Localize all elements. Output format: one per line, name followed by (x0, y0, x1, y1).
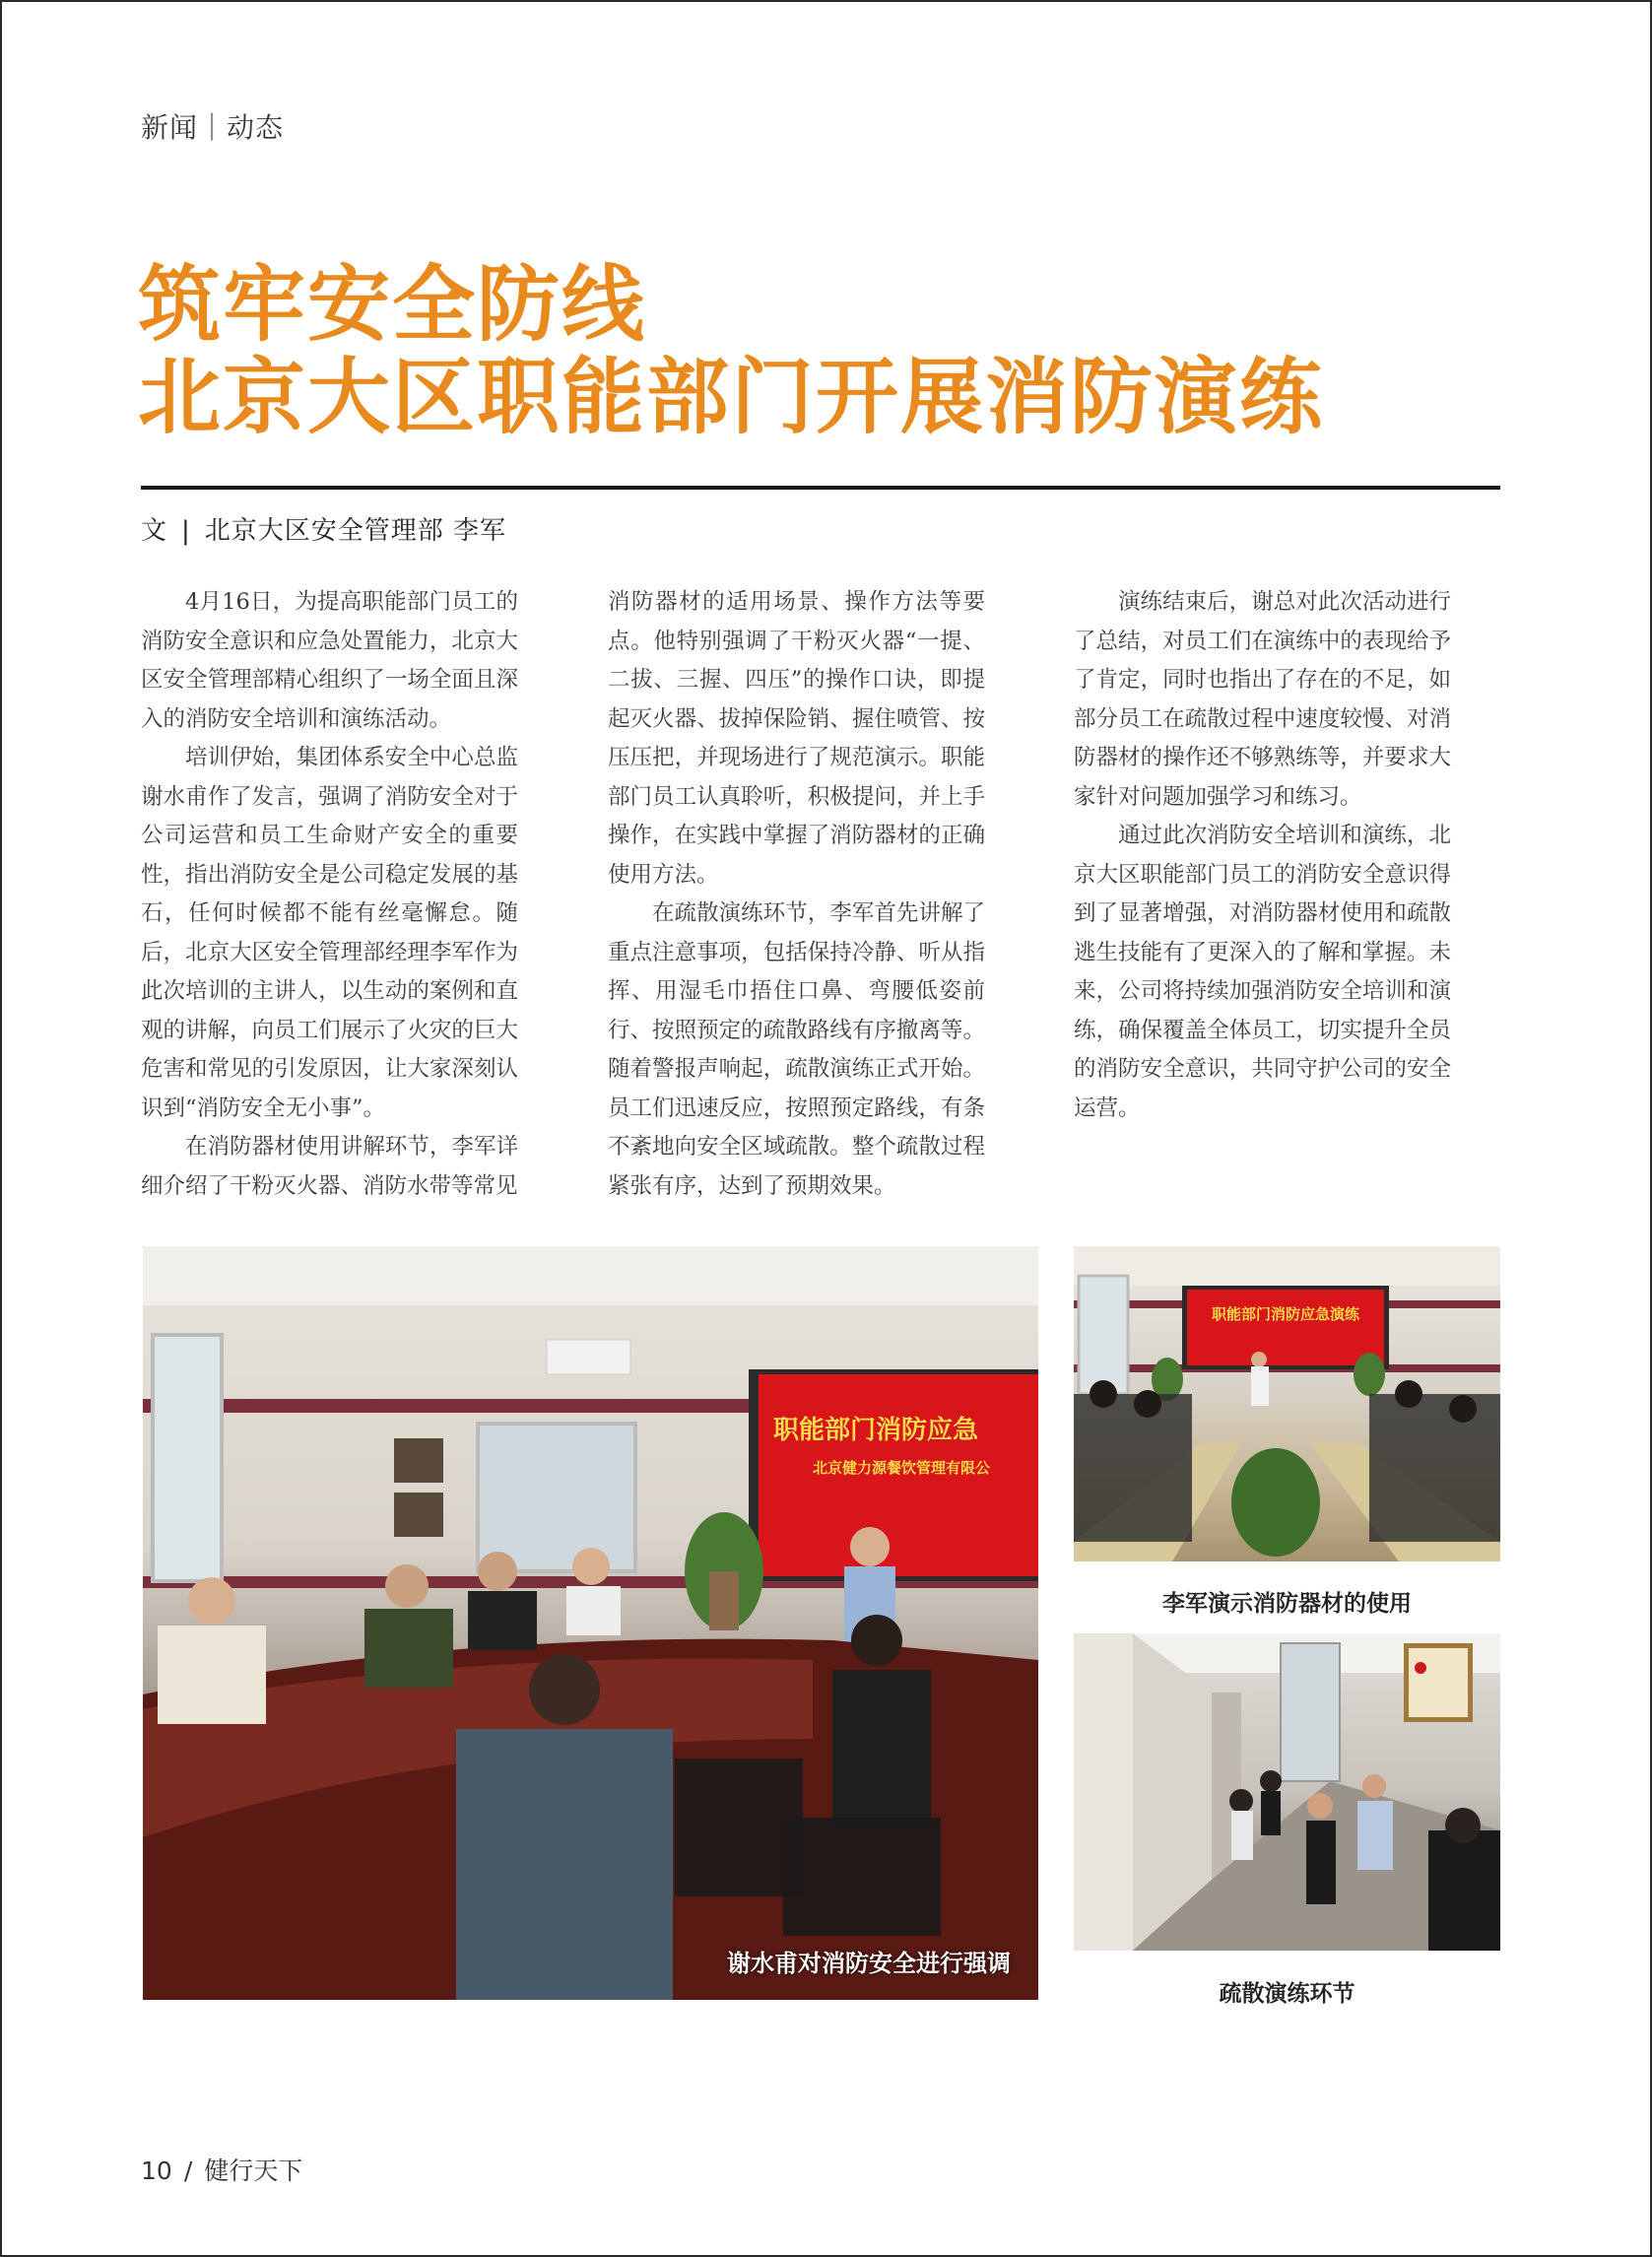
byline-author: 北京大区安全管理部 李军 (204, 516, 507, 546)
main-photo-caption: 谢水甫对消防安全进行强调 (727, 1950, 1011, 1977)
paragraph: 在消防器材使用讲解环节，李军详细介绍了干粉灭火器、消防水带等常见 (141, 1134, 518, 1199)
text-column-3 (1074, 583, 1451, 1128)
magazine-name: 健行天下 (204, 2157, 303, 2185)
paragraph: 通过此次消防安全培训和演练，北京大区职能部门员工的消防安全意识得到了显著增强，对消防器材使用和疏散逃生技能有了更深入的了解和掌握。未来，公司将持续加强消防安全培训和演练，确保覆盖全体员工，切实提升全员的消防安全意识，共同守护公司的安全运营。 (1074, 823, 1451, 1121)
top-photo-caption: 李军演示消防器材的使用 (1162, 1591, 1412, 1617)
screen-text-line-2: 北京健力源餐饮管理有限公 (813, 1459, 991, 1477)
paragraph: 消防器材的适用场景、操作方法等要点。他特别强调了干粉灭火器“一提、二拔、三握、四压”的操作口诀，即提起灭火器、拔掉保险销、握住喷管、按压压把，并现场进行了规范演示。职能部门员工认真聆听，积极提问，并上手操作，在实践中掌握了消防器材的正确使用方法。 (608, 589, 985, 888)
text-column-2 (608, 583, 985, 1206)
bottom-photo-caption: 疏散演练环节 (1219, 1981, 1355, 2007)
photo-evacuation-drill (1074, 1633, 1500, 1951)
page-footer (141, 2152, 302, 2187)
corridor-illustration (1074, 1633, 1500, 1951)
article-title (138, 255, 1517, 445)
title-line-1: 筑牢安全防线 (138, 255, 647, 353)
paragraph: 培训伊始，集团体系安全中心总监谢水甫作了发言，强调了消防安全对于公司运营和员工生命财产安全的重要性，指出消防安全是公司稳定发展的基石，任何时候都不能有丝毫懈怠。随后，北京大区安全管理部经理李军作为此次培训的主讲人，以生动的案例和直观的讲解，向员工们展示了火灾的巨大危害和常见的引发原因，让大家深刻认识到“消防安全无小事”。 (141, 745, 518, 1121)
screen-text-line-1: 职能部门消防应急 (773, 1416, 979, 1445)
section-label: 新闻｜动态 (141, 111, 285, 144)
top-screen-text: 职能部门消防应急演练 (1212, 1305, 1360, 1323)
photo-meeting-room (143, 1246, 1038, 2000)
meeting-room-illustration (143, 1246, 1038, 2000)
title-divider (141, 486, 1500, 490)
byline-prefix: 文 (141, 516, 168, 546)
page-number: 10 (141, 2157, 172, 2185)
text-column-1 (141, 583, 518, 1206)
byline-separator: | (181, 516, 191, 546)
paragraph: 演练结束后，谢总对此次活动进行了总结，对员工们在演练中的表现给予了肯定，同时也指出了存在的不足，如部分员工在疏散过程中速度较慢、对消防器材的操作还不够熟练等，并要求大家针对问题加强学习和练习。 (1074, 589, 1451, 810)
byline (141, 510, 506, 547)
title-line-2: 北京大区职能部门开展消防演练 (138, 348, 1325, 445)
demo-room-illustration (1074, 1246, 1500, 1561)
footer-slash: / (183, 2157, 193, 2185)
paragraph: 在疏散演练环节，李军首先讲解了重点注意事项，包括保持冷静、听从指挥、用湿毛巾捂住口鼻、弯腰低姿前行、按照预定的疏散路线有序撤离等。随着警报声响起，疏散演练正式开始。员工们迅速反应，按照预定路线，有条不紊地向安全区域疏散。整个疏散过程紧张有序，达到了预期效果。 (608, 900, 985, 1199)
paragraph: 4月16日，为提高职能部门员工的消防安全意识和应急处置能力，北京大区安全管理部精心组织了一场全面且深入的消防安全培训和演练活动。 (141, 589, 518, 732)
photo-demo-equipment (1074, 1246, 1500, 1561)
